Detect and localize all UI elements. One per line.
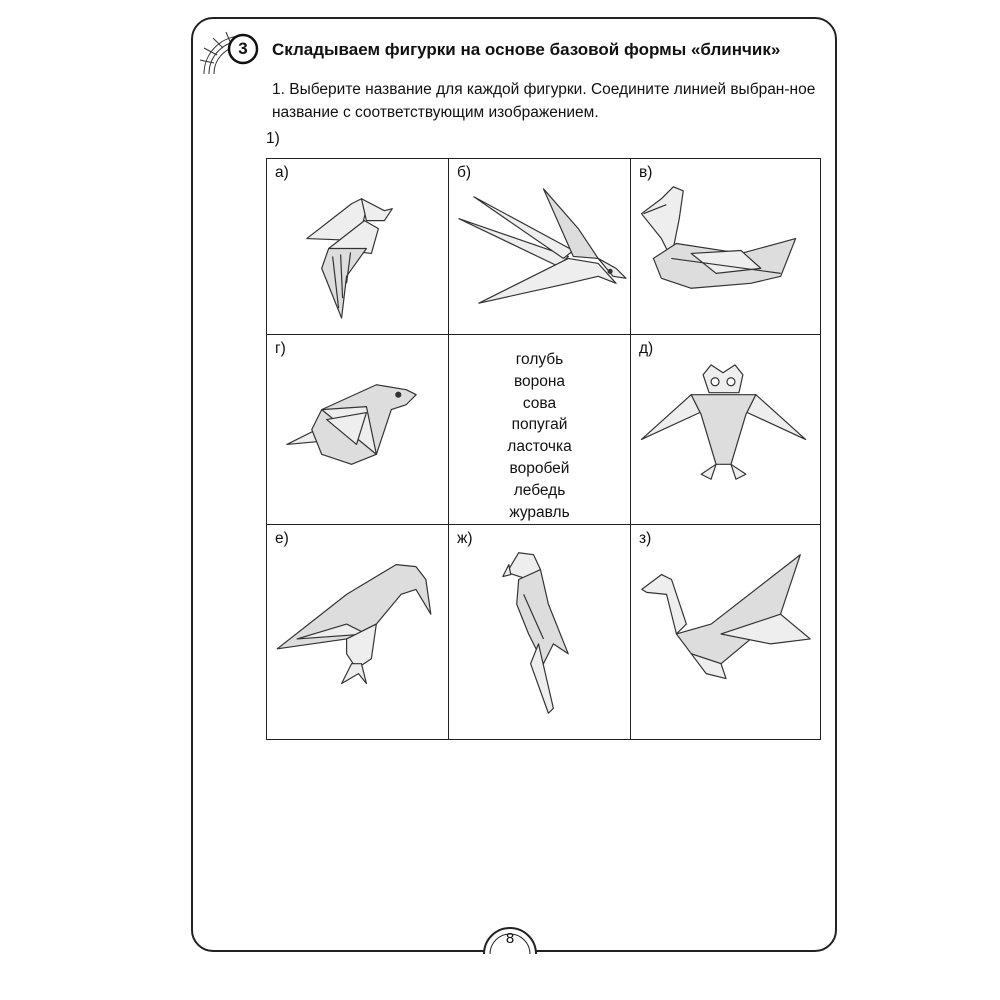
- cell-d[interactable]: [631, 335, 820, 525]
- origami-parrot-icon: [449, 525, 630, 739]
- cell-label: е): [275, 530, 289, 547]
- cell-g[interactable]: [267, 335, 449, 525]
- page-number-tab: [482, 922, 538, 956]
- page-number: 8: [505, 930, 515, 947]
- task-badge: [196, 28, 270, 78]
- cell-a[interactable]: [267, 159, 449, 335]
- task-number: 3: [238, 39, 248, 58]
- name-item[interactable]: попугай: [511, 416, 568, 434]
- cell-b[interactable]: [449, 159, 631, 335]
- name-item[interactable]: голубь: [515, 351, 564, 368]
- cell-label: г): [275, 340, 286, 357]
- page-title: Складываем фигурки на основе базовой формы «блинчик»: [272, 40, 781, 59]
- cell-e[interactable]: [267, 525, 449, 739]
- subtask-label: 1): [266, 130, 280, 147]
- origami-dove-icon: [267, 159, 448, 334]
- origami-crane-icon: [631, 525, 820, 739]
- origami-swan-icon: [631, 159, 820, 334]
- instruction-text: 1. Выберите название для каждой фигурки. Соедините линией выбран-ное название с соответствующим изображением.: [272, 81, 816, 121]
- cell-v[interactable]: [631, 159, 820, 335]
- origami-swallow-icon: [449, 159, 630, 334]
- name-item[interactable]: ворона: [513, 372, 566, 390]
- name-item[interactable]: лебедь: [513, 481, 566, 499]
- name-item[interactable]: ласточка: [507, 438, 572, 456]
- origami-crow-icon: [267, 525, 448, 739]
- cell-z[interactable]: [631, 525, 820, 739]
- name-item[interactable]: воробей: [509, 459, 570, 477]
- name-item[interactable]: журавль: [509, 503, 570, 521]
- figure-grid: [266, 158, 821, 740]
- cell-label: а): [275, 164, 289, 181]
- cell-names: [449, 335, 631, 525]
- cell-label: в): [639, 164, 653, 181]
- cell-zh[interactable]: [449, 525, 631, 739]
- cell-label: б): [457, 164, 472, 181]
- cell-label: з): [639, 530, 652, 547]
- cell-label: ж): [457, 530, 473, 547]
- names-list: [449, 349, 630, 523]
- name-item[interactable]: сова: [522, 394, 557, 412]
- cell-label: д): [639, 340, 654, 357]
- origami-sparrow-icon: [267, 335, 448, 524]
- origami-owl-icon: [631, 335, 820, 524]
